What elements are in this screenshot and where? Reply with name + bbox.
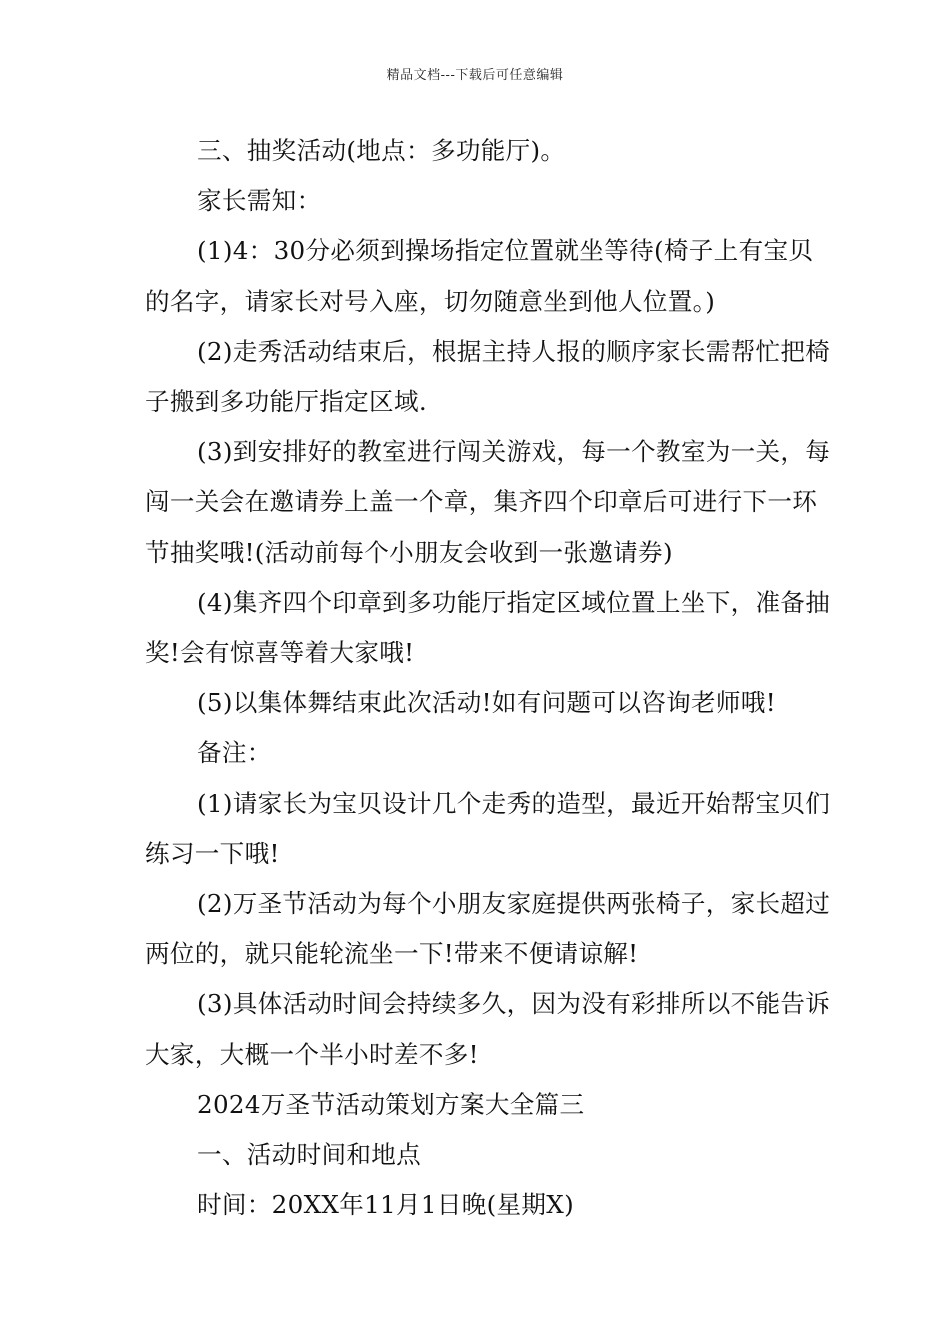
notice-item-2: (2)走秀活动结束后，根据主持人报的顺序家长需帮忙把椅子搬到多功能厅指定区域.: [145, 336, 831, 417]
remark-item-3: (3)具体活动时间会持续多久，因为没有彩排所以不能告诉大家，大概一个半小时差不多!: [145, 989, 831, 1069]
part-three-title: 2024万圣节活动策划方案大全篇三: [197, 1089, 585, 1119]
parent-notice-heading: 家长需知：: [197, 186, 322, 216]
remark-item-1: (1)请家长为宝贝设计几个走秀的造型，最近开始帮宝贝们练习一下哦!: [145, 788, 831, 868]
notice-item-5: (5)以集体舞结束此次活动!如有问题可以咨询老师哦!: [197, 688, 776, 718]
notice-item-4: (4)集齐四个印章到多功能厅指定区域位置上坐下，准备抽奖!会有惊喜等着大家哦!: [145, 587, 831, 668]
header-note: 精品文档---下载后可任意编辑: [386, 68, 564, 83]
document-body: [145, 126, 835, 1230]
section-heading-time-place: 一、活动时间和地点: [197, 1140, 422, 1170]
remark-item-2: (2)万圣节活动为每个小朋友家庭提供两张椅子，家长超过两位的，就只能轮流坐一下!带来不便请谅解!: [145, 889, 831, 969]
remarks-heading: 备注：: [197, 738, 272, 768]
section-heading-lottery: 三、抽奖活动(地点：多功能厅)。: [197, 136, 566, 165]
event-time-line: 时间：20XX年11月1日晚(星期X): [197, 1190, 574, 1220]
notice-item-1: (1)4：30分必须到操场指定位置就坐等待(椅子上有宝贝的名字，请家长对号入座，切勿随意坐到他人位置。): [145, 236, 814, 316]
notice-item-3: (3)到安排好的教室进行闯关游戏，每一个教室为一关，每闯一关会在邀请券上盖一个章，集齐四个印章后可进行下一环节抽奖哦!(活动前每个小朋友会收到一张邀请券): [145, 437, 831, 567]
